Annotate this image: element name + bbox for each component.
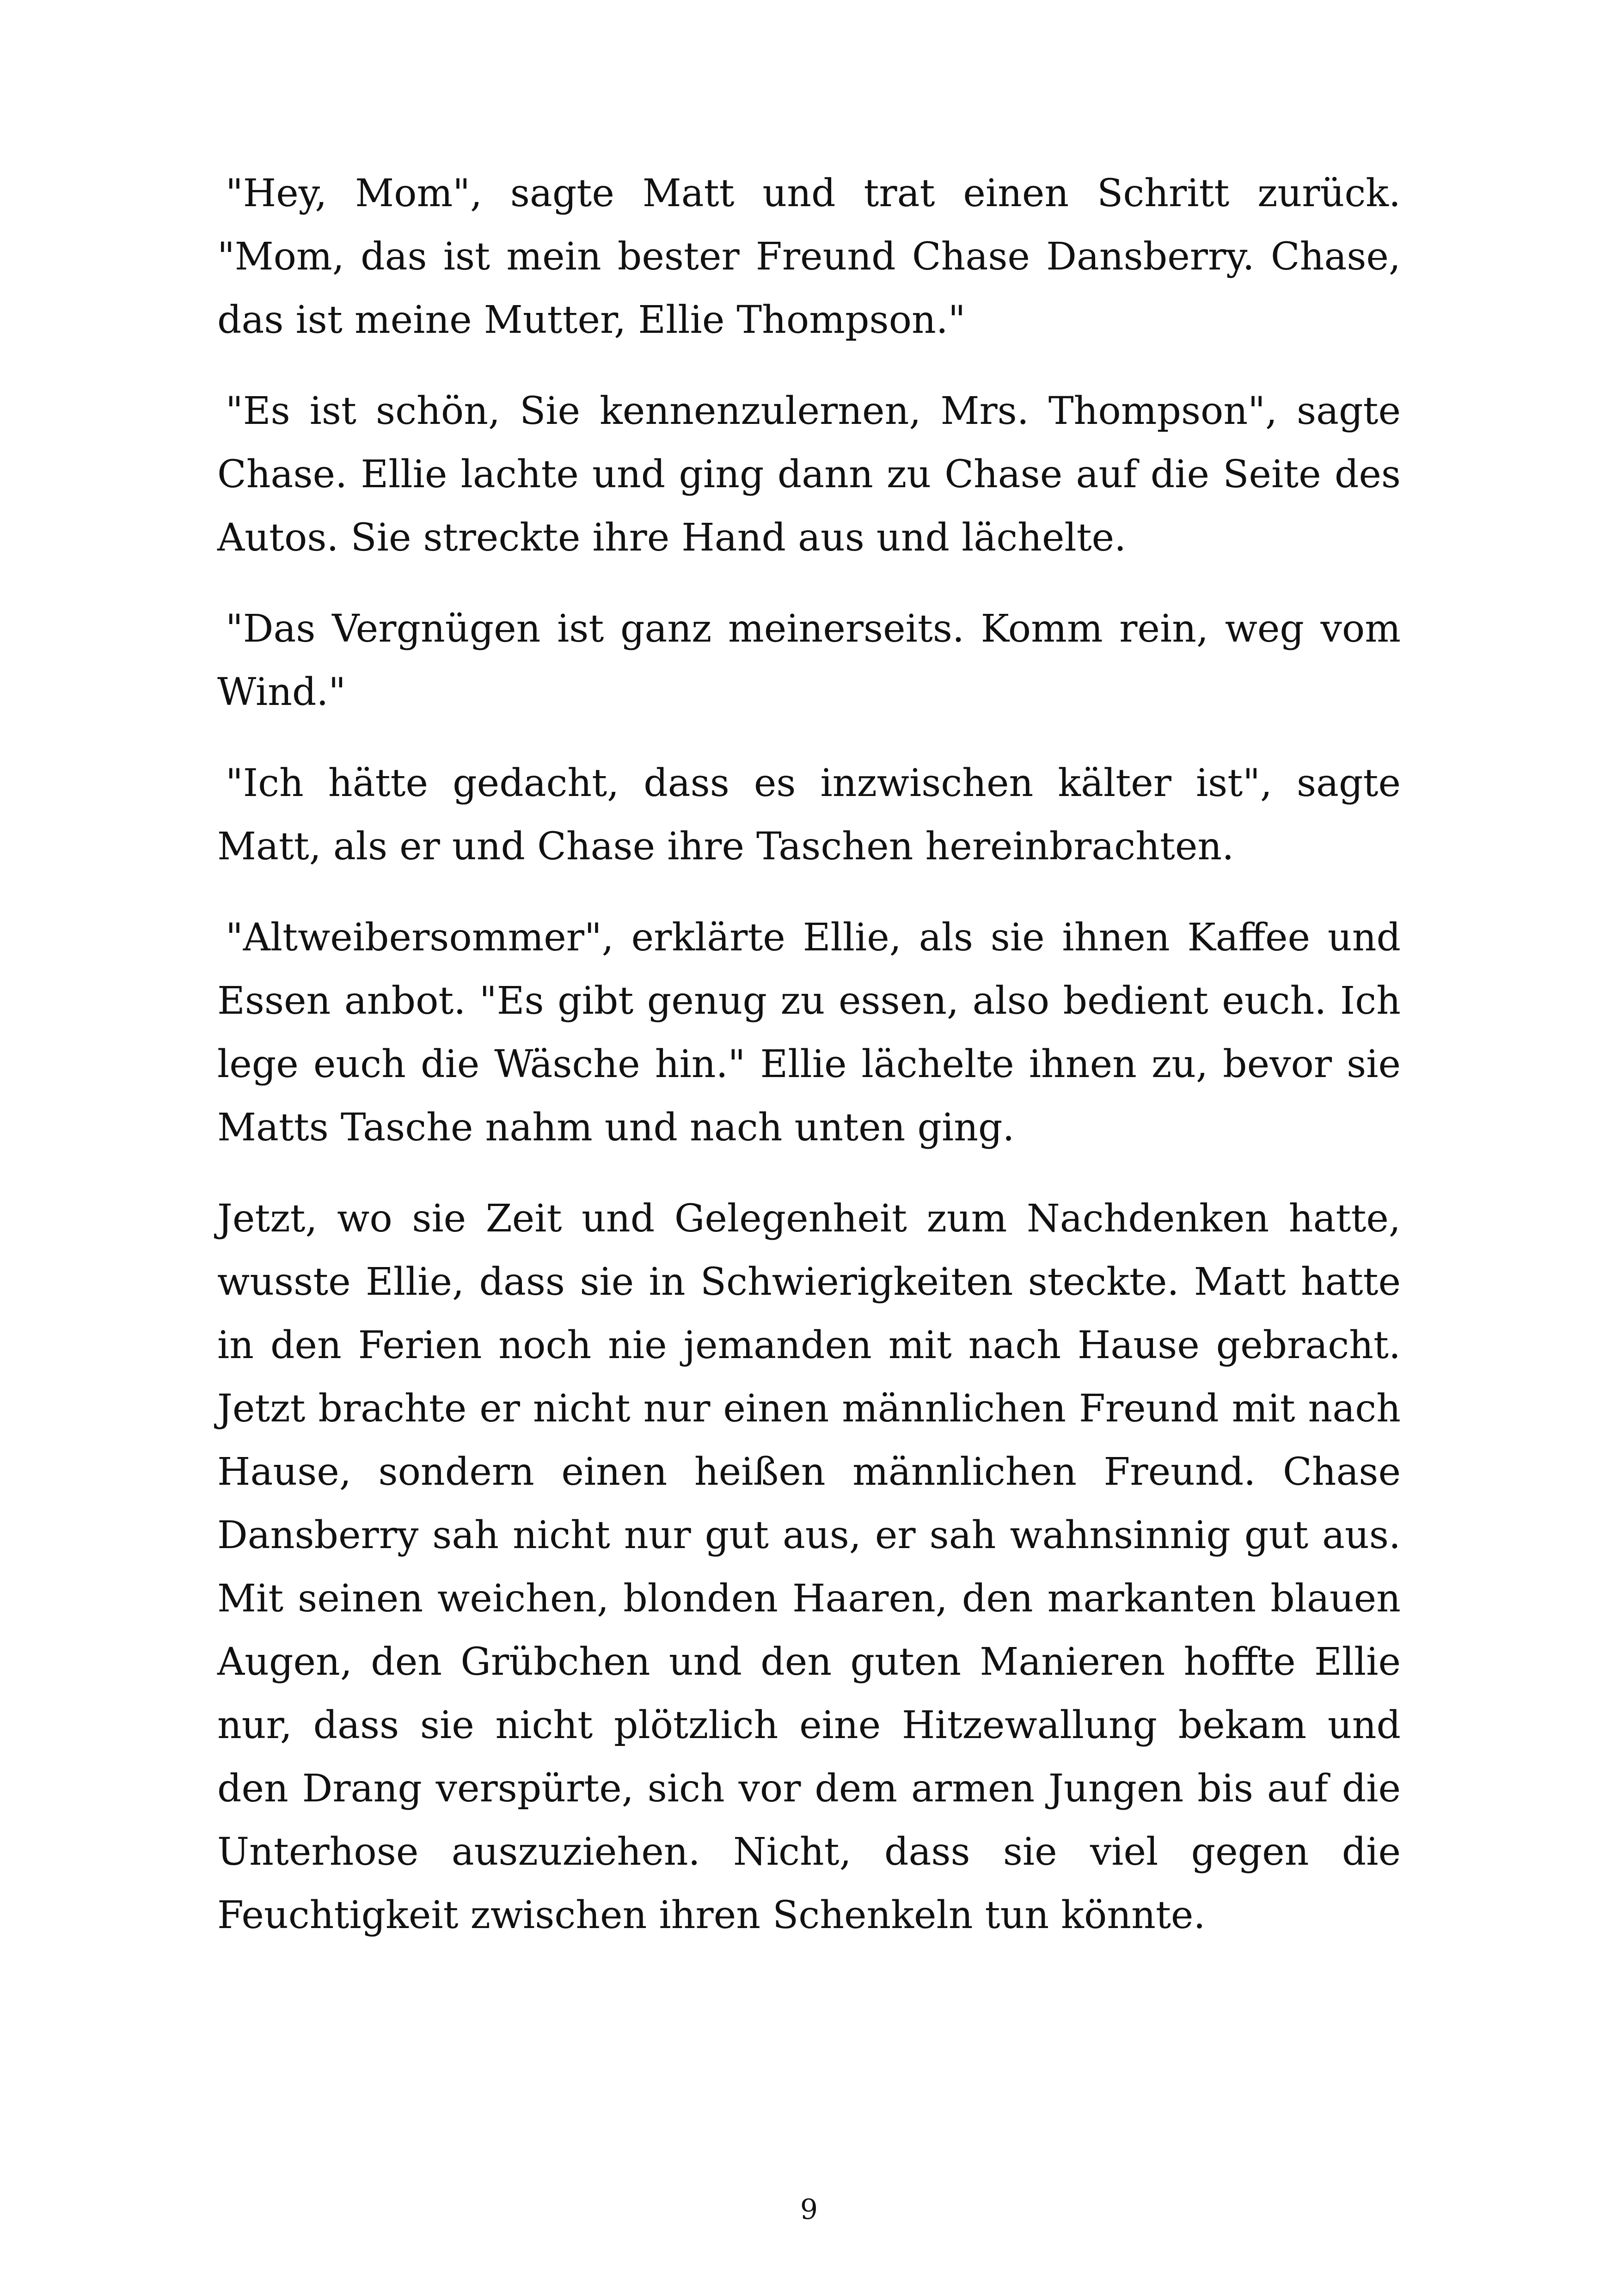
paragraph-6: Jetzt, wo sie Zeit und Gelegenheit zum Nachdenken hatte, wusste Ellie, dass sie in Schwierigkeiten steckte. Matt hatte in den Ferien noch nie jemanden mit nach Hause gebracht. Jetzt brachte er nicht nur einen männlichen Freund mit nach Hause, sondern einen heißen männlichen Freund. Chase Dansberry sah nicht nur gut aus, er sah wahnsinnig gut aus. Mit seinen weichen, blonden Haaren, den markanten blauen Augen, den Grübchen und den guten Manieren hoffte Ellie nur, dass sie nicht plötzlich eine Hitzewallung bekam und den Drang verspürte, sich vor dem armen Jungen bis auf die Unterhose auszuziehen. Nicht, dass sie viel gegen die Feuchtigkeit zwischen ihren Schenkeln tun könnte. bbox=[217, 1197, 1401, 1937]
paragraph-4: "Ich hätte gedacht, dass es inzwischen kälter ist", sagte Matt, als er und Chase ihre Taschen hereinbrachten. bbox=[217, 761, 1401, 869]
body-text bbox=[217, 162, 1401, 1975]
paragraph-5: "Altweibersommer", erklärte Ellie, als sie ihnen Kaffee und Essen anbot. "Es gibt genug zu essen, also bedient euch. Ich lege euch die Wäsche hin." Ellie lächelte ihnen zu, bevor sie Matts Tasche nahm und nach unten ging. bbox=[217, 916, 1401, 1150]
page-number: 9 bbox=[800, 2193, 818, 2226]
paragraph-1: "Hey, Mom", sagte Matt und trat einen Schritt zurück. "Mom, das ist mein bester Freund Chase Dansberry. Chase, das ist meine Mutter, Ellie Thompson." bbox=[217, 171, 1401, 342]
paragraph-3: "Das Vergnügen ist ganz meinerseits. Komm rein, weg vom Wind." bbox=[217, 607, 1401, 714]
paragraph-2: "Es ist schön, Sie kennenzulernen, Mrs. Thompson", sagte Chase. Ellie lachte und ging dann zu Chase auf die Seite des Autos. Sie streckte ihre Hand aus und lächelte. bbox=[217, 389, 1401, 560]
